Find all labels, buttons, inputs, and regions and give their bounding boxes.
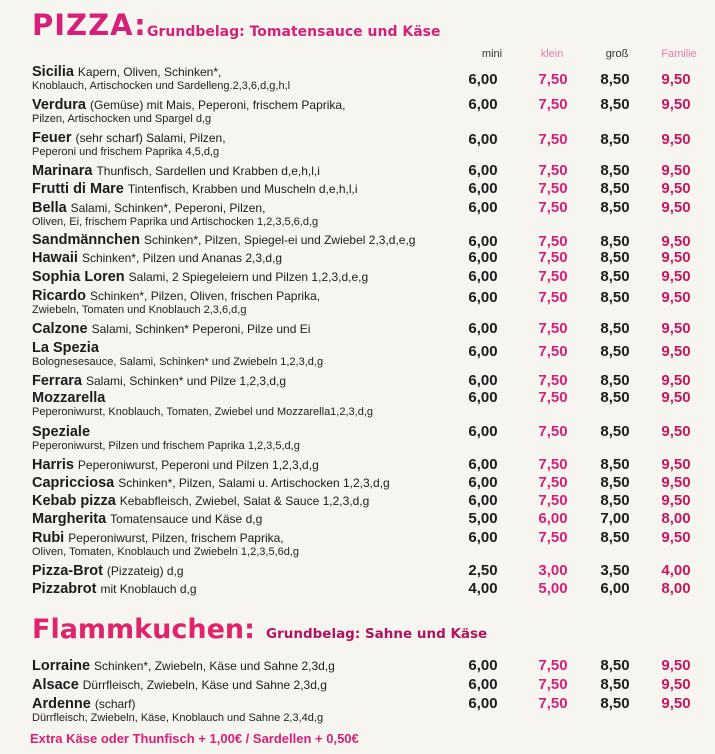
price-mini: 6,00	[468, 474, 498, 491]
menu-item-description: Schinken*, Pilzen, Salami u. Artischocken 1,2,3,d,g	[118, 476, 390, 490]
pizza-subtitle: Grundbelag: Tomatensauce und Käse	[147, 24, 441, 40]
price-familie: 4,00	[661, 562, 691, 579]
menu-item-name: La Spezia	[32, 340, 99, 356]
menu-item-line	[32, 64, 221, 80]
price-gross: 8,50	[600, 492, 630, 509]
price-gross: 8,50	[600, 289, 630, 306]
price-gross: 3,50	[600, 562, 630, 579]
menu-item-line	[32, 424, 94, 440]
price-mini: 6,00	[468, 131, 498, 148]
price-familie: 9,50	[661, 320, 691, 337]
price-familie: 9,50	[661, 389, 691, 406]
price-familie: 9,50	[661, 268, 691, 285]
price-mini: 6,00	[468, 96, 498, 113]
price-klein: 7,50	[538, 343, 568, 360]
price-familie: 9,50	[661, 676, 691, 693]
menu-item-description: Kebabfleisch, Zwiebel, Salat & Sauce 1,2,3,d,g	[119, 494, 370, 508]
price-klein: 7,50	[538, 372, 568, 389]
price-familie: 9,50	[661, 492, 691, 509]
menu-item-description: Thunfisch, Sardellen und Krabben d,e,h,l,i	[96, 164, 320, 178]
menu-item-line	[32, 511, 262, 527]
menu-item-name: Verdura	[32, 97, 86, 113]
price-mini: 5,00	[468, 510, 498, 527]
menu-item-line	[32, 658, 335, 674]
menu-item-name: Margherita	[32, 511, 107, 527]
menu-item-line	[32, 130, 226, 146]
price-klein: 7,50	[538, 233, 568, 250]
menu-item-line	[32, 390, 109, 406]
price-mini: 6,00	[468, 162, 498, 179]
price-gross: 8,50	[600, 372, 630, 389]
price-mini: 6,00	[468, 289, 498, 306]
menu-item-description: (scharf)	[94, 697, 136, 711]
menu-item-name: Sicilia	[32, 64, 74, 80]
menu-item-name: Rubi	[32, 530, 65, 546]
price-gross: 8,50	[600, 389, 630, 406]
price-familie: 9,50	[661, 199, 691, 216]
menu-item-description: Salami, 2 Spiegeleiern und Pilzen 1,2,3,d,e,g	[128, 270, 369, 284]
menu-item-name: Frutti di Mare	[32, 181, 124, 197]
menu-item-description-continued: Peperoniwurst, Pilzen und frischem Paprika 1,2,3,5,d,g	[32, 440, 300, 452]
price-mini: 6,00	[468, 456, 498, 473]
menu-item-name: Ferrara	[32, 373, 82, 389]
price-mini: 6,00	[468, 180, 498, 197]
menu-item-description: Salami, Schinken*, Peperoni, Pilzen,	[70, 201, 266, 215]
price-mini: 2,50	[468, 562, 498, 579]
price-familie: 9,50	[661, 180, 691, 197]
price-klein: 3,00	[538, 562, 568, 579]
price-gross: 8,50	[600, 676, 630, 693]
price-mini: 6,00	[468, 529, 498, 546]
menu-item-line	[32, 321, 310, 337]
price-gross: 8,50	[600, 320, 630, 337]
flammkuchen-title: Flammkuchen:	[32, 614, 255, 645]
menu-item-description: Tintenfisch, Krabben und Muscheln d,e,h,l,i	[127, 182, 358, 196]
price-mini: 6,00	[468, 657, 498, 674]
menu-item-name: Calzone	[32, 321, 88, 337]
menu-item-line	[32, 696, 136, 712]
price-mini: 6,00	[468, 199, 498, 216]
menu-item-description: Peperoniwurst, Peperoni und Pilzen 1,2,3,d,g	[77, 458, 319, 472]
menu-item-line	[32, 340, 103, 356]
price-mini: 6,00	[468, 71, 498, 88]
price-klein: 7,50	[538, 676, 568, 693]
price-klein: 7,50	[538, 474, 568, 491]
price-klein: 7,50	[538, 180, 568, 197]
menu-item-line	[32, 530, 284, 546]
menu-item-description: Peperoniwurst, Pilzen, frischem Paprika,	[68, 531, 284, 545]
price-klein: 7,50	[538, 162, 568, 179]
menu-item-name: Pizza-Brot	[32, 563, 103, 579]
menu-item-name: Sandmännchen	[32, 232, 140, 248]
price-klein: 7,50	[538, 199, 568, 216]
menu-item-description: mit Knoblauch d,g	[100, 582, 197, 596]
menu-item-name: Hawaii	[32, 250, 78, 266]
price-familie: 9,50	[661, 372, 691, 389]
menu-item-line	[32, 493, 369, 509]
price-klein: 7,50	[538, 249, 568, 266]
menu-item-name: Marinara	[32, 163, 93, 179]
menu-item-line	[32, 269, 368, 285]
price-familie: 9,50	[661, 249, 691, 266]
extra-toppings-note: Extra Käse oder Thunfisch + 1,00€ / Sardellen + 0,50€	[30, 731, 359, 746]
price-gross: 8,50	[600, 199, 630, 216]
menu-item-description: Tomatensauce und Käse d,g	[110, 512, 263, 526]
menu-item-name: Mozzarella	[32, 390, 106, 406]
menu-item-description-continued: Peperoni und frischem Paprika 4,5,d,g	[32, 146, 220, 158]
menu-item-line	[32, 373, 286, 389]
menu-item-description: Schinken*, Pilzen, Spiegel-ei und Zwiebel 2,3,d,e,g	[143, 233, 416, 247]
price-klein: 7,50	[538, 96, 568, 113]
menu-item-line	[32, 457, 319, 473]
menu-item-line	[32, 250, 282, 266]
menu-item-line	[32, 563, 184, 579]
price-familie: 8,00	[661, 580, 691, 597]
menu-item-description: Schinken*, Pilzen, Oliven, frischen Paprika,	[90, 289, 321, 303]
price-gross: 8,50	[600, 71, 630, 88]
flammkuchen-subtitle: Grundbelag: Sahne und Käse	[266, 626, 488, 642]
menu-item-description-continued: Bolognesesauce, Salami, Schinken* und Zwiebeln 1,2,3,d,g	[32, 356, 324, 368]
price-mini: 6,00	[468, 676, 498, 693]
menu-item-name: Speziale	[32, 424, 91, 440]
price-gross: 7,00	[600, 510, 630, 527]
menu-item-description-continued: Oliven, Ei, frischem Paprika und Artischocken 1,2,3,5,6,d,g	[32, 216, 319, 228]
menu-item-description: Kapern, Oliven, Schinken*,	[77, 65, 222, 79]
price-klein: 7,50	[538, 389, 568, 406]
price-mini: 6,00	[468, 343, 498, 360]
menu-item-name: Kebab pizza	[32, 493, 116, 509]
price-mini: 6,00	[468, 372, 498, 389]
price-gross: 8,50	[600, 423, 630, 440]
menu-item-description: Schinken*, Pilzen und Ananas 2,3,d,g	[81, 251, 283, 265]
pizza-title: PIZZA:	[32, 8, 147, 42]
menu-item-description: Schinken*, Zwiebeln, Käse und Sahne 2,3d,g	[94, 659, 335, 673]
menu-item-name: Sophia Loren	[32, 269, 125, 285]
menu-item-line	[32, 97, 345, 113]
price-klein: 7,50	[538, 320, 568, 337]
menu-item-name: Harris	[32, 457, 74, 473]
menu-item-description: Salami, Schinken* und Pilze 1,2,3,d,g	[85, 374, 287, 388]
price-familie: 9,50	[661, 456, 691, 473]
menu-item-description-continued: Pilzen, Artischocken und Spargel d,g	[32, 113, 212, 125]
price-mini: 6,00	[468, 389, 498, 406]
price-klein: 7,50	[538, 529, 568, 546]
menu-item-description-continued: Knoblauch, Artischocken und Sardelleng.2,3,6,d,g,h,l	[32, 80, 291, 92]
price-mini: 6,00	[468, 423, 498, 440]
price-familie: 9,50	[661, 343, 691, 360]
price-mini: 6,00	[468, 249, 498, 266]
price-familie: 9,50	[661, 529, 691, 546]
price-gross: 8,50	[600, 233, 630, 250]
menu-item-name: Feuer	[32, 130, 72, 146]
menu-item-line	[32, 200, 265, 216]
menu-item-description: (Pizzateig) d,g	[106, 564, 184, 578]
menu-item-description: Dürrfleisch, Zwiebeln, Käse und Sahne 2,3d,g	[82, 678, 327, 692]
price-familie: 9,50	[661, 96, 691, 113]
menu-item-line	[32, 163, 320, 179]
price-klein: 7,50	[538, 71, 568, 88]
price-klein: 7,50	[538, 423, 568, 440]
price-klein: 7,50	[538, 456, 568, 473]
menu-item-name: Pizzabrot	[32, 581, 97, 597]
column-header-gross: groß	[605, 48, 629, 60]
menu-item-line	[32, 677, 327, 693]
price-gross: 8,50	[600, 456, 630, 473]
price-klein: 7,50	[538, 268, 568, 285]
price-klein: 6,00	[538, 510, 568, 527]
price-mini: 6,00	[468, 492, 498, 509]
menu-item-name: Bella	[32, 200, 67, 216]
column-header-klein: klein	[540, 48, 564, 60]
price-familie: 9,50	[661, 289, 691, 306]
column-header-mini: mini	[481, 48, 503, 60]
menu-item-line	[32, 581, 197, 597]
menu-item-name: Ricardo	[32, 288, 86, 304]
price-familie: 9,50	[661, 657, 691, 674]
price-klein: 7,50	[538, 492, 568, 509]
price-klein: 7,50	[538, 131, 568, 148]
menu-item-description: (sehr scharf) Salami, Pilzen,	[75, 131, 226, 145]
price-familie: 9,50	[661, 131, 691, 148]
menu-item-name: Capricciosa	[32, 475, 115, 491]
price-gross: 6,00	[600, 580, 630, 597]
menu-item-line	[32, 288, 320, 304]
price-familie: 9,50	[661, 474, 691, 491]
price-gross: 8,50	[600, 249, 630, 266]
price-gross: 8,50	[600, 131, 630, 148]
menu-item-description: (Gemüse) mit Mais, Peperoni, frischem Paprika,	[90, 98, 346, 112]
price-familie: 9,50	[661, 695, 691, 712]
column-header-familie: Familie	[661, 48, 697, 60]
menu-item-line	[32, 475, 390, 491]
price-familie: 9,50	[661, 71, 691, 88]
price-gross: 8,50	[600, 529, 630, 546]
price-familie: 9,50	[661, 423, 691, 440]
menu-item-name: Alsace	[32, 677, 79, 693]
price-familie: 8,00	[661, 510, 691, 527]
price-gross: 8,50	[600, 657, 630, 674]
price-gross: 8,50	[600, 343, 630, 360]
menu-item-description-continued: Zwiebeln, Tomaten und Knoblauch 2,3,6,d,g	[32, 304, 247, 316]
price-gross: 8,50	[600, 268, 630, 285]
price-gross: 8,50	[600, 162, 630, 179]
menu-item-description: Salami, Schinken* Peperoni, Pilze und Ei	[91, 322, 311, 336]
menu-item-line	[32, 232, 415, 248]
price-gross: 8,50	[600, 474, 630, 491]
price-familie: 9,50	[661, 162, 691, 179]
menu-item-line	[32, 181, 358, 197]
price-klein: 7,50	[538, 657, 568, 674]
price-gross: 8,50	[600, 180, 630, 197]
price-klein: 7,50	[538, 289, 568, 306]
price-mini: 6,00	[468, 695, 498, 712]
price-mini: 4,00	[468, 580, 498, 597]
price-klein: 5,00	[538, 580, 568, 597]
price-gross: 8,50	[600, 695, 630, 712]
price-mini: 6,00	[468, 233, 498, 250]
menu-item-name: Ardenne	[32, 696, 91, 712]
menu-item-description-continued: Oliven, Tomaten, Knoblauch und Zwiebeln 1,2,3,5,6d,g	[32, 546, 300, 558]
price-mini: 6,00	[468, 268, 498, 285]
price-gross: 8,50	[600, 96, 630, 113]
menu-item-name: Lorraine	[32, 658, 91, 674]
menu-item-description-continued: Dürrfleisch, Zwiebeln, Käse, Knoblauch und Sahne 2,3,4d,g	[32, 712, 324, 724]
menu-item-description-continued: Peperoniwurst, Knoblauch, Tomaten, Zwiebel und Mozzarella1,2,3,d,g	[32, 406, 373, 418]
price-klein: 7,50	[538, 695, 568, 712]
price-familie: 9,50	[661, 233, 691, 250]
price-mini: 6,00	[468, 320, 498, 337]
